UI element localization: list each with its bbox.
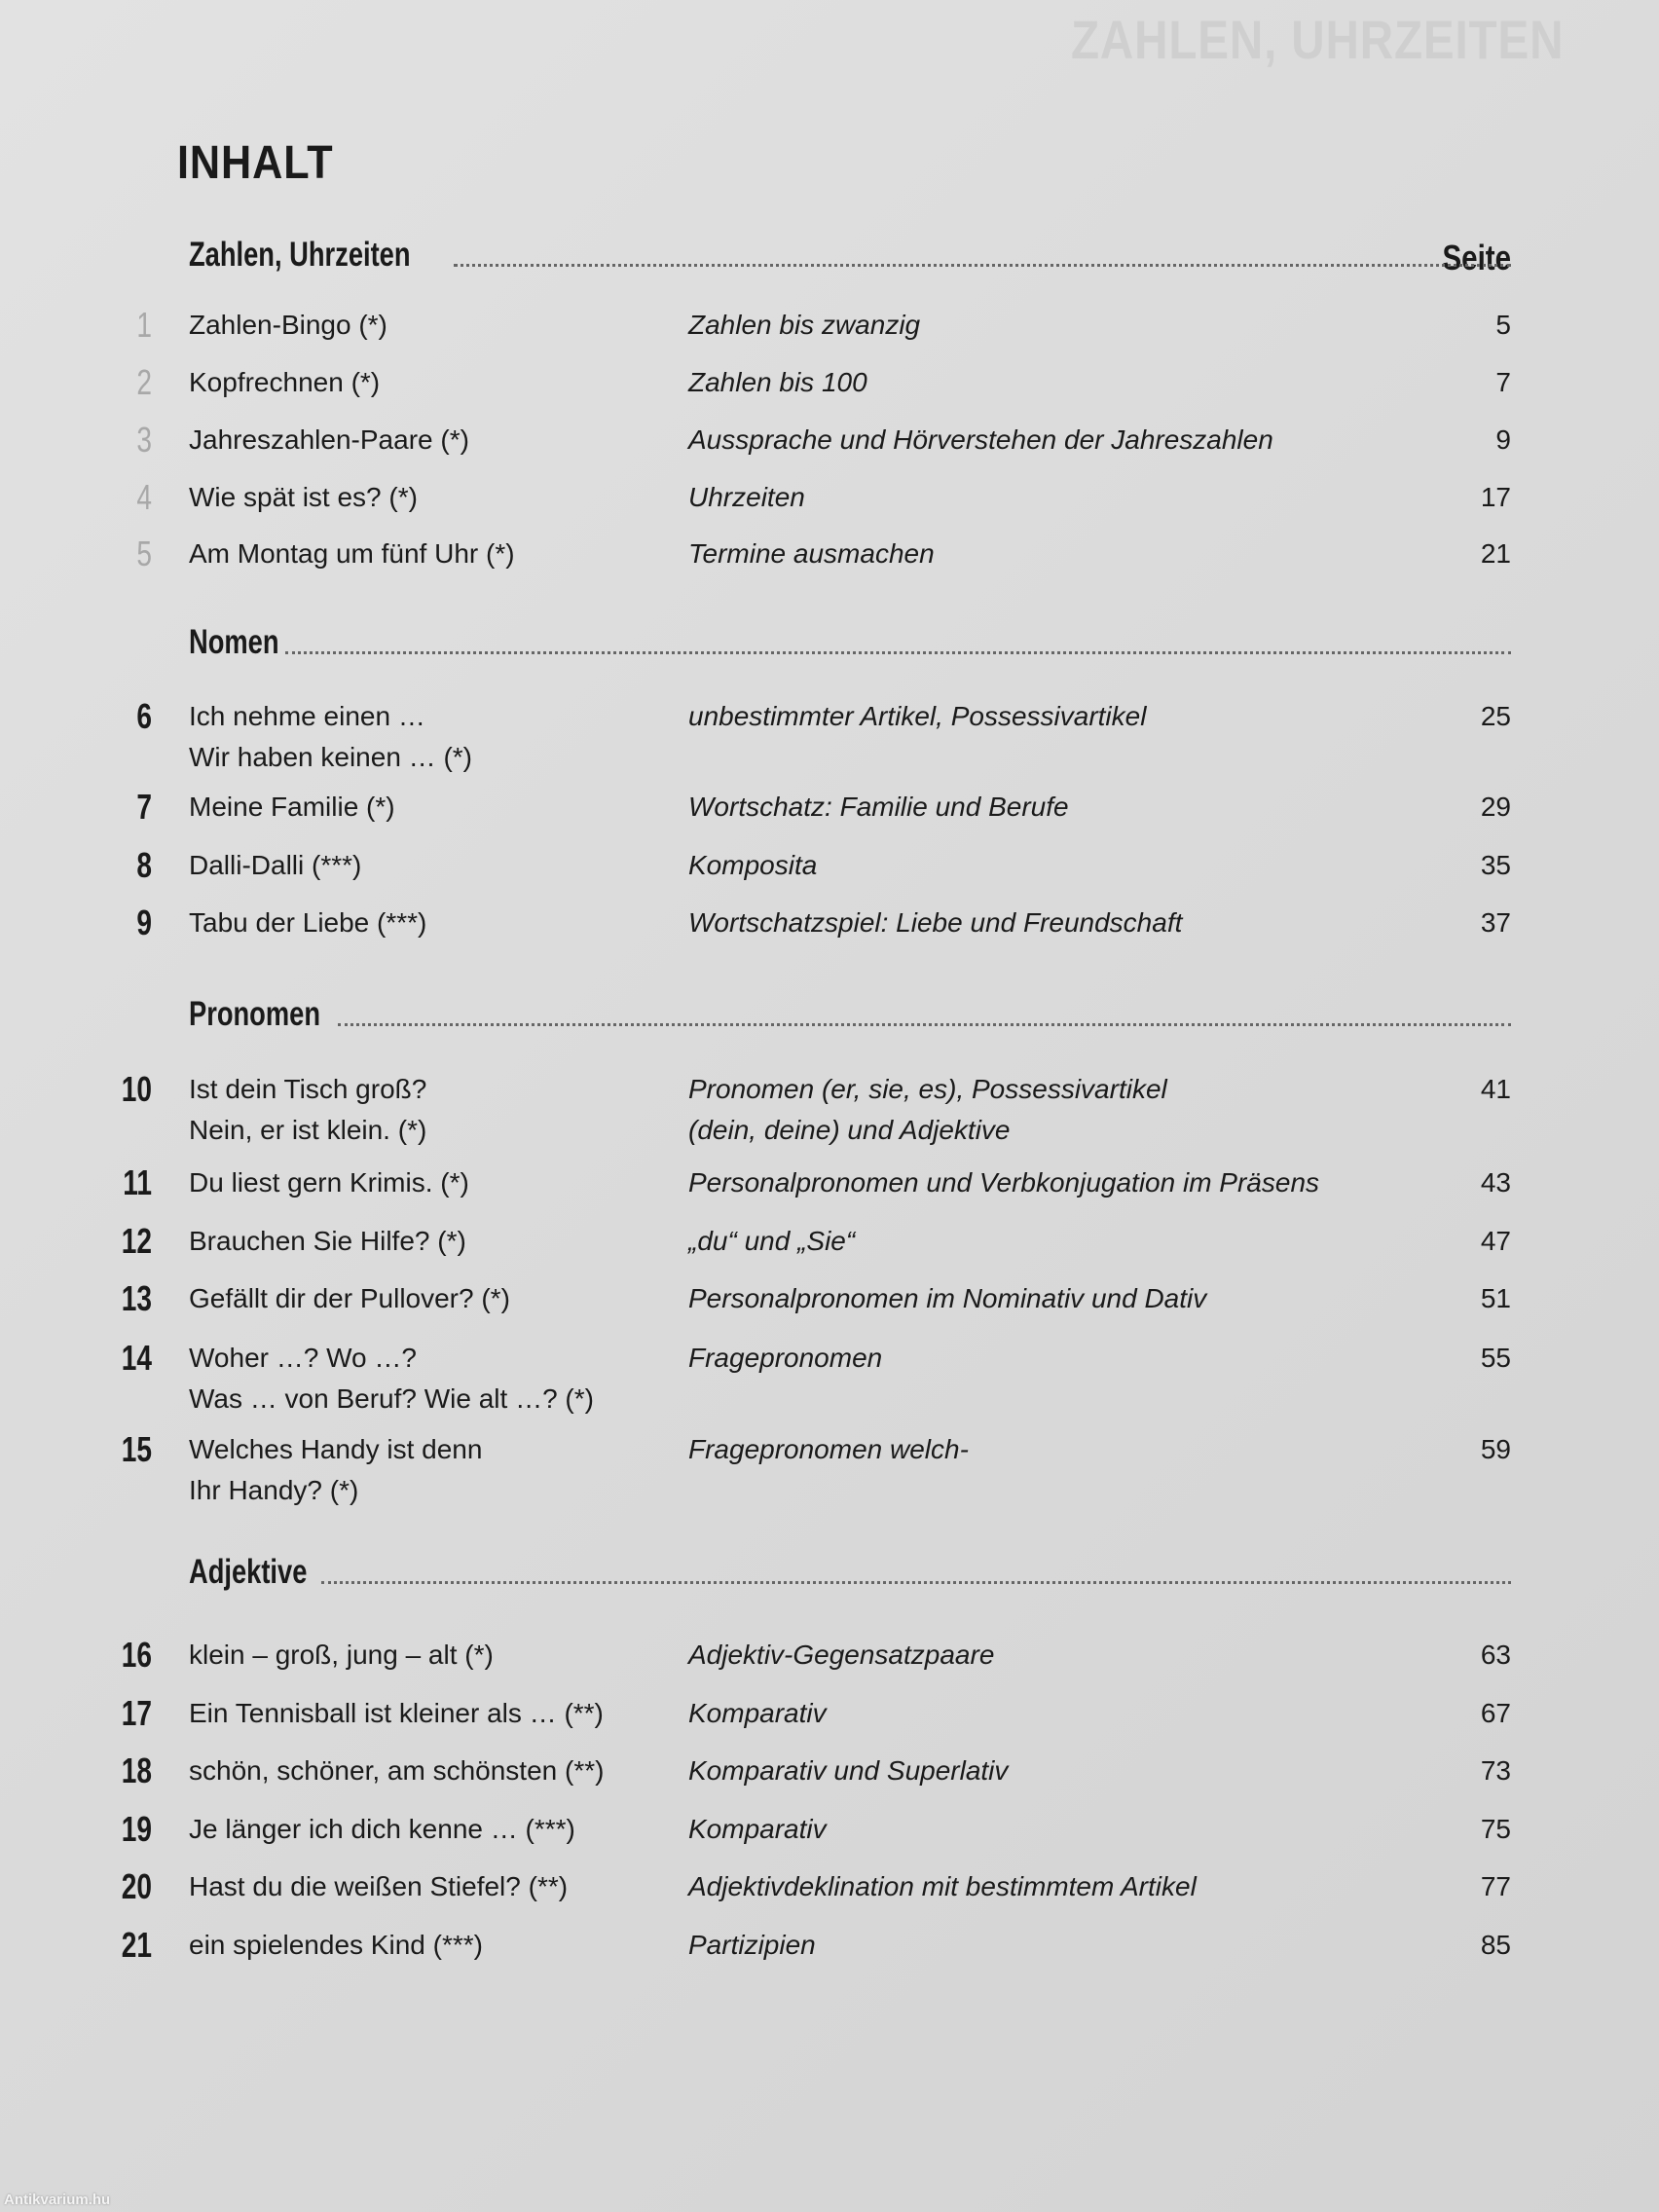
- entry-title: [189, 845, 763, 886]
- entry-title-line: Ist dein Tisch groß?: [189, 1074, 427, 1104]
- entry-number: 17: [121, 1693, 152, 1733]
- entry-title-line: Tabu der Liebe (***): [189, 907, 427, 938]
- entry-number: 2: [136, 362, 152, 402]
- entry-title: [189, 1069, 763, 1151]
- watermark: Antikvarium.hu: [4, 2192, 111, 2208]
- entry-description-line: Personalpronomen im Nominativ und Dativ: [688, 1283, 1207, 1313]
- entry-description: [688, 845, 1467, 886]
- entry-number: 4: [136, 477, 152, 517]
- entry-title: [189, 787, 763, 828]
- entry-description-line: Partizipien: [688, 1930, 816, 1960]
- entry-description-line: Wortschatz: Familie und Berufe: [688, 792, 1069, 822]
- entry-number: 16: [121, 1635, 152, 1675]
- entry-title-line: Je länger ich dich kenne … (***): [189, 1814, 575, 1844]
- entry-page-number: 85: [1480, 1930, 1511, 1960]
- entry-title: [189, 1925, 763, 1966]
- entry-description-line: Personalpronomen und Verbkonjugation im Präsens: [688, 1167, 1320, 1198]
- entry-title-line: Zahlen-Bingo (*): [189, 310, 387, 340]
- entry-page-number: 51: [1480, 1283, 1511, 1313]
- entry-title: [189, 903, 763, 943]
- entry-page-number: 75: [1480, 1814, 1511, 1844]
- entry-title: [189, 1693, 763, 1734]
- entry-title: [189, 1221, 763, 1262]
- entry-description: [688, 1429, 1467, 1470]
- entry-description-line: „du“ und „Sie“: [688, 1226, 856, 1256]
- entry-title: [189, 477, 763, 518]
- entry-description-line: Pronomen (er, sie, es), Possessivartikel: [688, 1074, 1167, 1104]
- section-title: Zahlen, Uhrzeiten: [189, 236, 411, 274]
- dot-leader: [338, 1023, 1511, 1026]
- entry-title-line: Was … von Beruf? Wie alt …? (*): [189, 1383, 594, 1414]
- entry-description-line: Adjektiv-Gegensatzpaare: [688, 1640, 995, 1670]
- entry-title-line: Kopfrechnen (*): [189, 367, 381, 397]
- entry-title-line: Ich nehme einen …: [189, 701, 425, 731]
- entry-title: [189, 362, 763, 403]
- section-header: [189, 989, 1511, 1034]
- entry-title: [189, 1162, 763, 1203]
- entry-title: [189, 534, 763, 574]
- entry-description: [688, 534, 1467, 574]
- section-header: [189, 1547, 1511, 1592]
- entry-title: [189, 696, 763, 778]
- entry-description: [688, 420, 1467, 461]
- entry-description: [688, 1751, 1467, 1791]
- entry-number: 20: [121, 1866, 152, 1906]
- entry-page-number: 47: [1480, 1226, 1511, 1256]
- entry-page-number: 37: [1480, 907, 1511, 938]
- entry-description-line: Uhrzeiten: [688, 482, 805, 512]
- entry-page-number: 59: [1480, 1434, 1511, 1464]
- entry-page-number: 63: [1480, 1640, 1511, 1670]
- entry-page-number: 73: [1480, 1755, 1511, 1786]
- entry-title-line: klein – groß, jung – alt (*): [189, 1640, 494, 1670]
- bleed-through-header: ZAHLEN, UHRZEITEN: [1071, 9, 1565, 70]
- entry-description: [688, 362, 1467, 403]
- entry-title-line: ein spielendes Kind (***): [189, 1930, 483, 1960]
- entry-description: [688, 787, 1467, 828]
- entry-description-line: Termine ausmachen: [688, 538, 935, 569]
- entry-title-line: Meine Familie (*): [189, 792, 395, 822]
- entry-number: 15: [121, 1429, 152, 1469]
- entry-number: 14: [121, 1338, 152, 1378]
- entry-description-line: Wortschatzspiel: Liebe und Freundschaft: [688, 907, 1183, 938]
- entry-page-number: 67: [1480, 1698, 1511, 1728]
- entry-page-number: 5: [1495, 310, 1511, 340]
- entry-description: [688, 1693, 1467, 1734]
- entry-title-line: Ein Tennisball ist kleiner als … (**): [189, 1698, 604, 1728]
- section-header: [189, 617, 1511, 662]
- entry-description: [688, 1069, 1467, 1151]
- entry-description: [688, 305, 1467, 346]
- entry-title-line: Nein, er ist klein. (*): [189, 1115, 427, 1145]
- entry-title: [189, 420, 763, 461]
- entry-description-line: Komparativ: [688, 1698, 827, 1728]
- entry-description: [688, 696, 1467, 737]
- entry-number: 11: [123, 1162, 152, 1202]
- entry-title-line: Du liest gern Krimis. (*): [189, 1167, 469, 1198]
- entry-title: [189, 1866, 763, 1907]
- entry-description-line: (dein, deine) und Adjektive: [688, 1115, 1011, 1145]
- entry-description-line: Zahlen bis 100: [688, 367, 867, 397]
- entry-description: [688, 1162, 1467, 1203]
- entry-description-line: Komparativ und Superlativ: [688, 1755, 1009, 1786]
- entry-title: [189, 1635, 763, 1676]
- entry-page-number: 77: [1480, 1871, 1511, 1901]
- entry-page-number: 35: [1480, 850, 1511, 880]
- entry-title-line: Gefällt dir der Pullover? (*): [189, 1283, 510, 1313]
- entry-number: 9: [136, 903, 152, 942]
- entry-page-number: 21: [1480, 538, 1511, 569]
- entry-description: [688, 477, 1467, 518]
- page-title: INHALT: [177, 137, 334, 189]
- entry-title-line: Hast du die weißen Stiefel? (**): [189, 1871, 569, 1901]
- entry-page-number: 29: [1480, 792, 1511, 822]
- entry-description: [688, 903, 1467, 943]
- entry-title: [189, 1809, 763, 1850]
- entry-number: 12: [121, 1221, 152, 1261]
- entry-page-number: 25: [1480, 701, 1511, 731]
- section-header: [189, 230, 1511, 275]
- section-title: Nomen: [189, 623, 279, 661]
- dot-leader: [321, 1581, 1511, 1584]
- dot-leader: [285, 651, 1511, 654]
- entry-description-line: Fragepronomen: [688, 1343, 883, 1373]
- entry-title-line: Wir haben keinen … (*): [189, 742, 473, 772]
- entry-number: 18: [121, 1751, 152, 1790]
- entry-page-number: 9: [1495, 424, 1511, 455]
- entry-number: 6: [136, 696, 152, 736]
- entry-page-number: 43: [1480, 1167, 1511, 1198]
- entry-number: 7: [136, 787, 152, 827]
- entry-title-line: Jahreszahlen-Paare (*): [189, 424, 469, 455]
- entry-title-line: Ihr Handy? (*): [189, 1475, 359, 1505]
- entry-number: 8: [136, 845, 152, 885]
- entry-description-line: Komparativ: [688, 1814, 827, 1844]
- entry-description-line: Aussprache und Hörverstehen der Jahreszahlen: [688, 424, 1273, 455]
- entry-description: [688, 1338, 1467, 1379]
- section-title: Adjektive: [189, 1553, 308, 1591]
- entry-page-number: 7: [1495, 367, 1511, 397]
- entry-title-line: Dalli-Dalli (***): [189, 850, 362, 880]
- entry-number: 3: [136, 420, 152, 460]
- entry-description-line: unbestimmter Artikel, Possessivartikel: [688, 701, 1147, 731]
- entry-page-number: 17: [1480, 482, 1511, 512]
- page-column-label: Seite: [1442, 238, 1511, 277]
- entry-description: [688, 1809, 1467, 1850]
- entry-title: [189, 1278, 763, 1319]
- entry-description-line: Fragepronomen welch-: [688, 1434, 969, 1464]
- entry-description: [688, 1925, 1467, 1966]
- section-title: Pronomen: [189, 995, 321, 1033]
- entry-description: [688, 1221, 1467, 1262]
- entry-title-line: Welches Handy ist denn: [189, 1434, 483, 1464]
- entry-description-line: Zahlen bis zwanzig: [688, 310, 921, 340]
- dot-leader: [454, 264, 1511, 267]
- entry-description: [688, 1635, 1467, 1676]
- entry-title: [189, 305, 763, 346]
- entry-number: 13: [121, 1278, 152, 1318]
- entry-number: 1: [136, 305, 152, 345]
- entry-description-line: Komposita: [688, 850, 818, 880]
- entry-title: [189, 1429, 763, 1511]
- entry-page-number: 55: [1480, 1343, 1511, 1373]
- entry-title: [189, 1338, 763, 1419]
- entry-title-line: Brauchen Sie Hilfe? (*): [189, 1226, 466, 1256]
- entry-number: 10: [121, 1069, 152, 1109]
- entry-number: 19: [121, 1809, 152, 1849]
- entry-description-line: Adjektivdeklination mit bestimmtem Artikel: [688, 1871, 1197, 1901]
- entry-description: [688, 1278, 1467, 1319]
- entry-title: [189, 1751, 763, 1791]
- entry-title-line: Woher …? Wo …?: [189, 1343, 417, 1373]
- entry-number: 5: [136, 534, 152, 573]
- entry-title-line: Wie spät ist es? (*): [189, 482, 418, 512]
- entry-description: [688, 1866, 1467, 1907]
- entry-title-line: schön, schöner, am schönsten (**): [189, 1755, 605, 1786]
- entry-number: 21: [121, 1925, 152, 1965]
- entry-title-line: Am Montag um fünf Uhr (*): [189, 538, 515, 569]
- entry-page-number: 41: [1480, 1074, 1511, 1104]
